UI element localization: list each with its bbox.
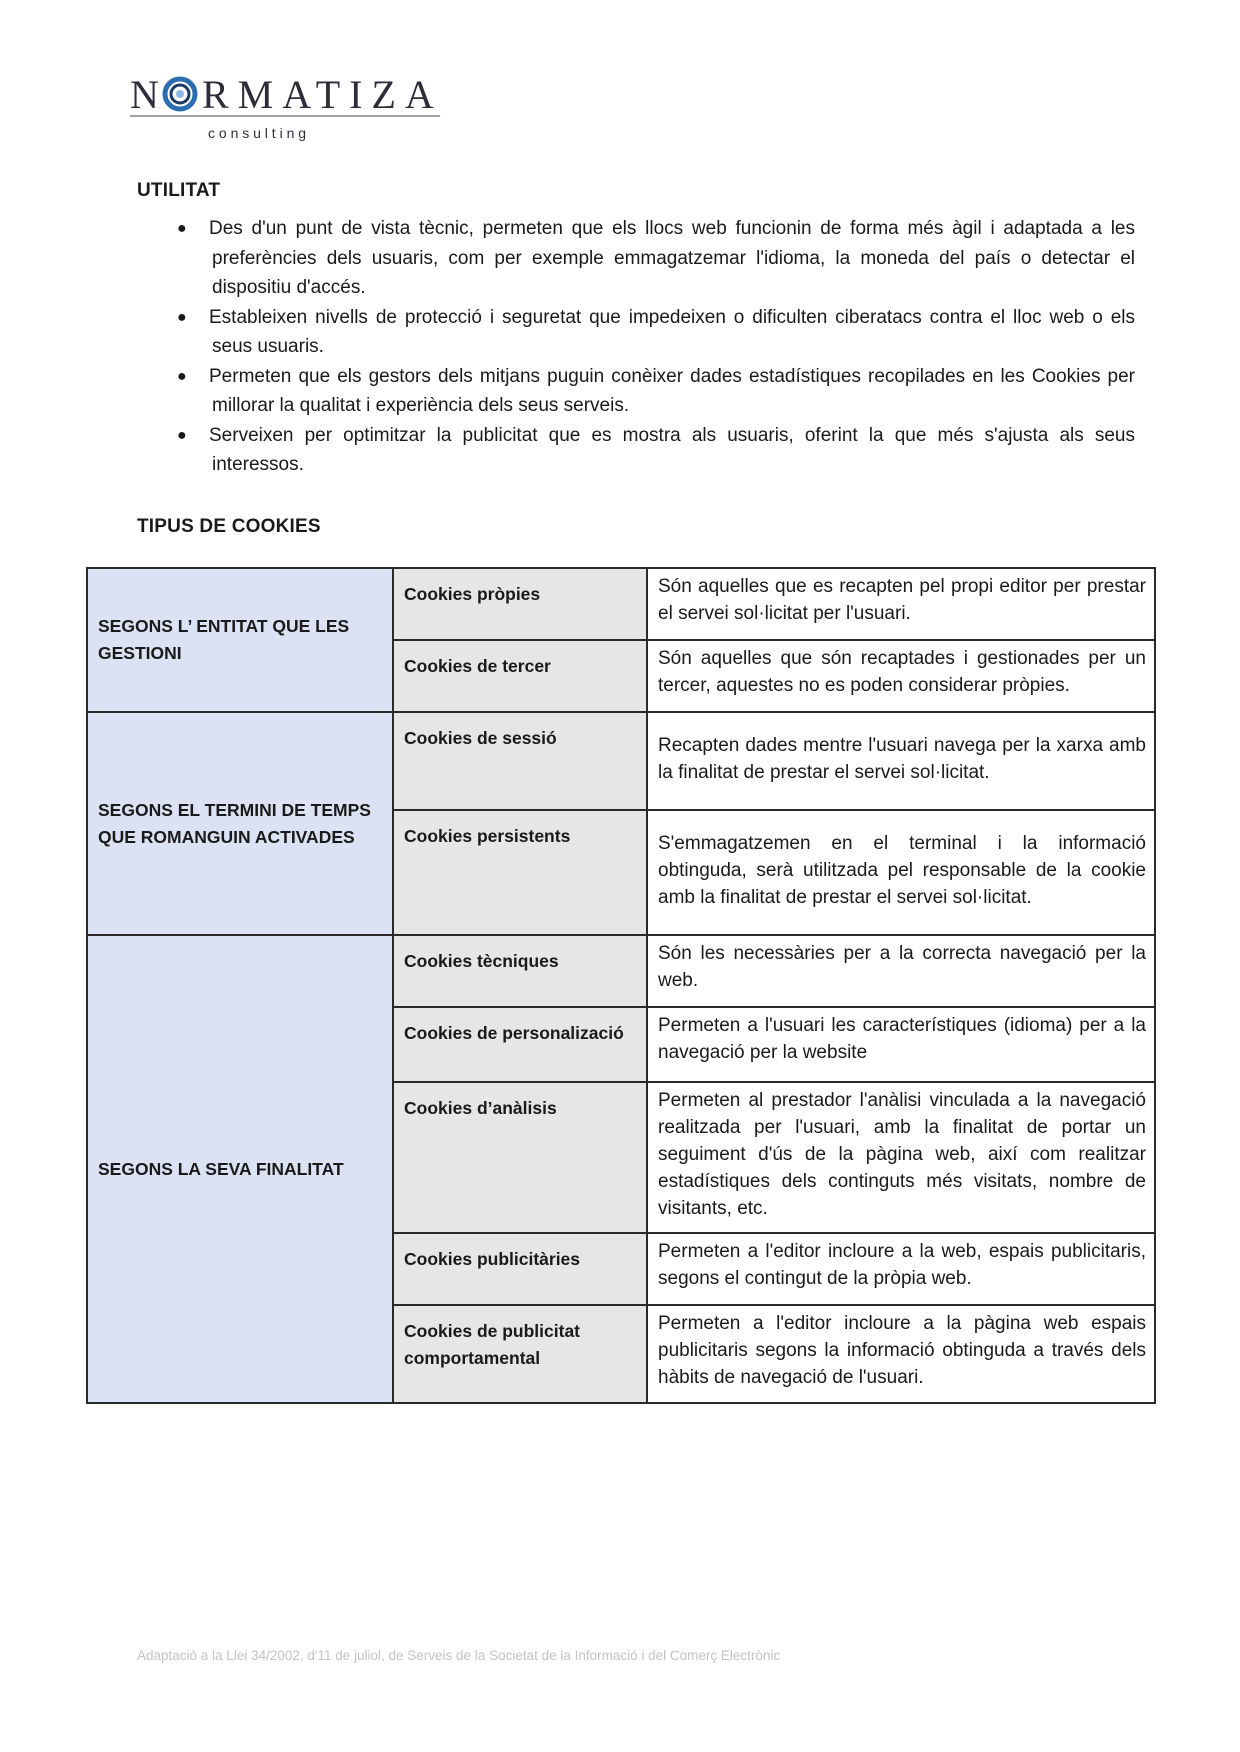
cookie-type-cell: Cookies publicitàries <box>393 1233 647 1305</box>
bullet-icon: ● <box>177 367 187 385</box>
cookie-type-cell: Cookies d’anàlisis <box>393 1082 647 1233</box>
cookie-description-cell: Permeten a l'usuari les característiques (idioma) per a la navegació per la website <box>647 1007 1155 1082</box>
logo-tagline: c o n s u l t i n g <box>208 125 307 141</box>
cookie-description-cell: Són aquelles que són recaptades i gestionades per un tercer, aquestes no es poden considerar pròpies. <box>647 640 1155 712</box>
cookie-type-cell: Cookies pròpies <box>393 568 647 640</box>
cookie-description-cell: Permeten al prestador l'anàlisi vinculada a la navegació realitzada per l'usuari, amb la finalitat de portar un seguiment d'ús de la pàgina web, així com realitzar estadístiques dels continguts més visitats, nombre de visitants, etc. <box>647 1082 1155 1233</box>
bullet-icon: ● <box>177 426 187 444</box>
cookie-type-cell: Cookies de sessió <box>393 712 647 810</box>
cookie-type-cell: Cookies tècniques <box>393 935 647 1007</box>
cookie-type-cell: Cookies persistents <box>393 810 647 935</box>
cookie-type-cell: Cookies de publicitat comportamental <box>393 1305 647 1403</box>
cookie-description-cell: Permeten a l'editor incloure a la pàgina web espais publicitaris segons la informació obtinguda a través dels hàbits de navegació de l'usuari. <box>647 1305 1155 1403</box>
cookie-type-cell: Cookies de personalizació <box>393 1007 647 1082</box>
table-row <box>87 568 1155 640</box>
list-item <box>137 362 1135 421</box>
category-cell: SEGONS LA SEVA FINALITAT <box>87 935 393 1403</box>
page-footer: Adaptació a la Llei 34/2002, d'11 de juliol, de Serveis de la Societat de la Informació i del Comerç Electrònic <box>137 1648 781 1663</box>
cookie-description-cell: Recapten dades mentre l'usuari navega per la xarxa amb la finalitat de prestar el servei sol·licitat. <box>647 712 1155 810</box>
bullet-text: Estableixen nivells de protecció i seguretat que impedeixen o dificulten ciberatacs contra el lloc web o els seus usuaris. <box>209 306 1135 357</box>
logo-letter-n: N <box>130 72 164 117</box>
list-item <box>137 214 1135 303</box>
company-logo <box>128 66 448 146</box>
list-item <box>137 303 1135 362</box>
list-item <box>137 421 1135 480</box>
section-title-utilitat: UTILITAT <box>137 180 221 201</box>
bullet-icon: ● <box>177 308 187 326</box>
cookie-description-cell: Són les necessàries per a la correcta navegació per la web. <box>647 935 1155 1007</box>
category-cell: SEGONS L’ ENTITAT QUE LES GESTIONI <box>87 568 393 712</box>
bullet-text: Permeten que els gestors dels mitjans puguin conèixer dades estadístiques recopilades en les Cookies per millorar la qualitat i experiència dels seus serveis. <box>209 365 1135 416</box>
bullet-icon: ● <box>177 220 187 237</box>
table-row <box>87 712 1155 810</box>
logo-ring-icon <box>165 79 195 109</box>
bullet-text: Des d'un punt de vista tècnic, permeten que els llocs web funcionin de forma més àgil i adaptada a les preferències dels usuaris, com per exemple emmagatzemar l'idioma, la moneda del país o detectar el dispositiu d'accés. <box>209 218 1135 298</box>
utilitat-bullet-list <box>137 214 1135 480</box>
cookie-type-cell: Cookies de tercer <box>393 640 647 712</box>
category-cell: SEGONS EL TERMINI DE TEMPS QUE ROMANGUIN ACTIVADES <box>87 712 393 935</box>
cookie-description-cell: Són aquelles que es recapten pel propi editor per prestar el servei sol·licitat per l'usuari. <box>647 568 1155 640</box>
bullet-text: Serveixen per optimitzar la publicitat que es mostra als usuaris, oferint la que més s'ajusta als seus interessos. <box>209 424 1135 475</box>
section-title-tipus: TIPUS DE COOKIES <box>137 516 321 537</box>
table-row <box>87 935 1155 1007</box>
cookie-description-cell: Permeten a l'editor incloure a la web, espais publicitaris, segons el contingut de la pròpia web. <box>647 1233 1155 1305</box>
cookie-description-cell: S'emmagatzemen en el terminal i la informació obtinguda, serà utilitzada pel responsable de la cookie amb la finalitat de prestar el servei sol·licitat. <box>647 810 1155 935</box>
cookie-types-table <box>86 567 1156 1404</box>
logo-wordmark: RMATIZA <box>202 72 443 117</box>
